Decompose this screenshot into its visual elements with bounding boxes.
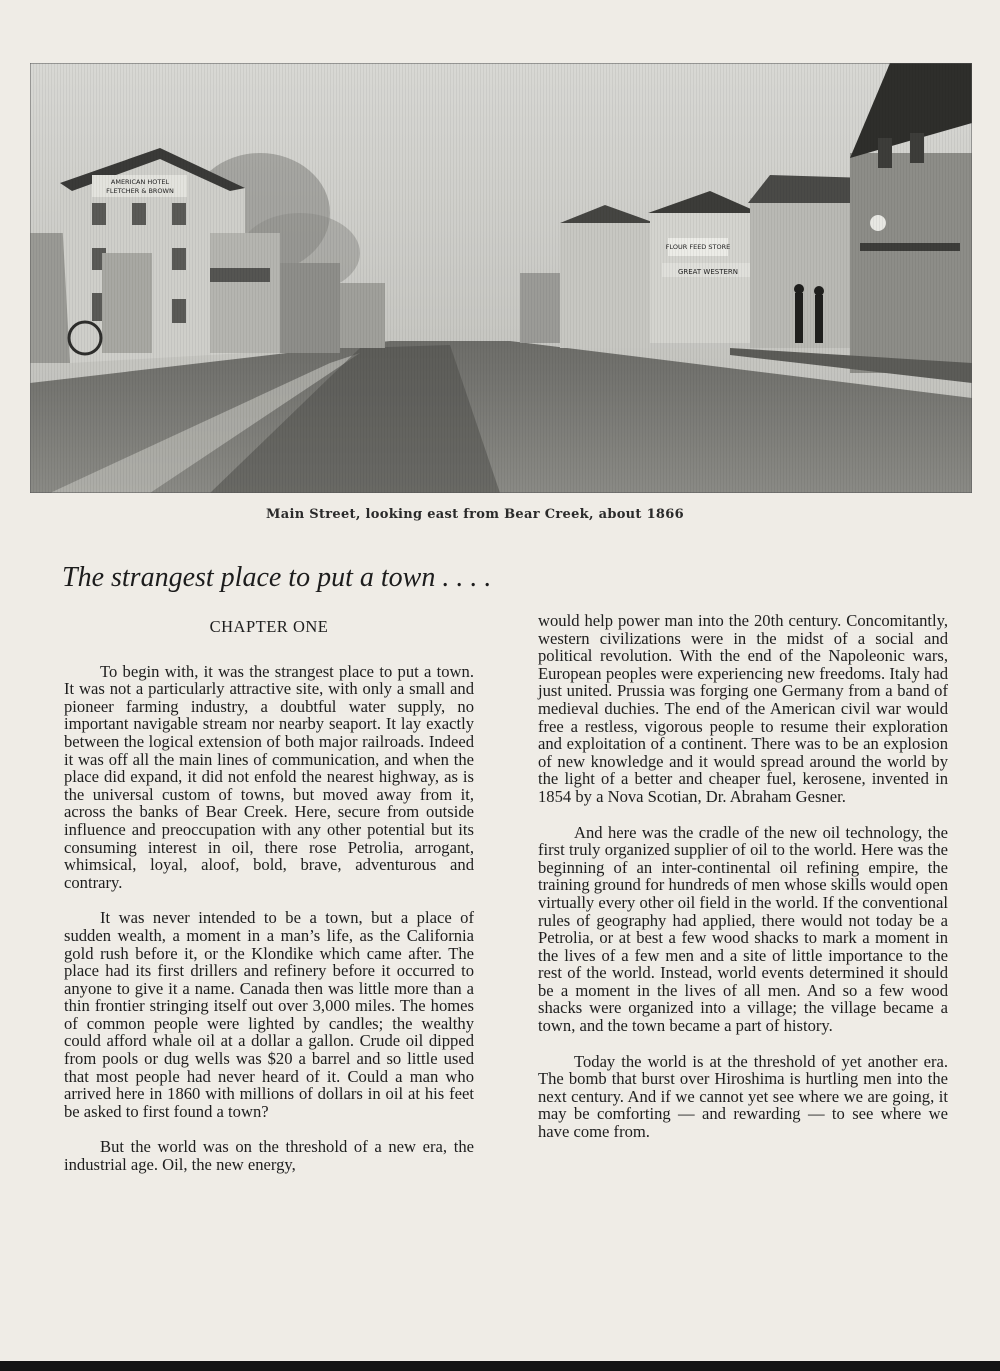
main-street-photo [30,63,972,493]
paragraph: To begin with, it was the strangest place to put a town. It was not a particularly attractive site, with only a small and pioneer farming industry, a doubtful water supply, no important navigable stream nor nearby seaport. It lay exactly between the logical extension of both major railroads. Indeed it was off all the main lines of communication, and when the place did expand, it did not enfold the nearest highway, as is the universal custom of towns, but moved away from it, across the banks of Bear Creek. Here, secure from outside influence and preoccupation with any other potential but its consuming interest in oil, there rose Petrolia, arrogant, whimsical, loyal, aloof, bold, brave, adventurous and contrary. [64,661,474,892]
left-column [64,618,474,1192]
paragraph: Today the world is at the threshold of yet another era. The bomb that burst over Hiroshima is hurtling men into the next century. And if we cannot yet see where we are going, it may be comforting — and rewarding — to see where we have come from. [538,1051,948,1142]
photo-caption: Main Street, looking east from Bear Creek, about 1866 [266,507,684,522]
paragraph: It was never intended to be a town, but a place of sudden wealth, a moment in a man’s life, as the California gold rush before it, or the Klondike which came after. The place had its first drillers and refinery before it occurred to anyone to give it a name. Canada then was little more than a thin frontier stringing itself out over 3,000 miles. The homes of common people were lighted by candles; the wealthy could afford whale oil at a dollar a gallon. Crude oil dipped from pools or dug wells was $20 a barrel and so little used that most people had never heard of it. Could a man who arrived here in 1860 with millions of dollars in oil at his feet be asked to first found a town? [64,908,474,1121]
page-bottom-edge [0,1361,1000,1371]
paragraph: But the world was on the threshold of a new era, the industrial age. Oil, the new energy, [64,1137,474,1175]
chapter-headline: The strangest place to put a town . . . . [62,562,492,593]
paragraph: would help power man into the 20th century. Concomitantly, western civilizations were in the midst of a social and political revolution. With the end of the Napoleonic wars, European peoples were experiencing new freedoms. Italy had just united. Prussia was forging one Germany from a band of medieval duchies. The end of the American civil war would free a restless, vigorous people to resume their exploration and exploitation of a continent. There was to be an explosion of new knowledge and it would spread around the world by the light of a better and cheaper fuel, kerosene, invented in 1854 by a Nova Scotian, Dr. Abraham Gesner. [538,611,948,806]
right-column [538,612,948,1159]
chapter-title: CHAPTER ONE [209,617,329,636]
paragraph: And here was the cradle of the new oil technology, the first truly organized supplier of oil to the world. Here was the beginning of an inter-continental oil refining empire, the training ground for hundreds of men whose skills would open virtually every other oil field in the world. If the conventional rules of geography had applied, there would not today be a Petrolia, or at best a few wood shacks to mark a moment in the lives of a few men and a site of little importance to the rest of the world. Instead, world events determined it should be a moment in the lives of all men. And so a few wood shacks were organized into a village; the village became a town, and the town became a part of history. [538,822,948,1036]
